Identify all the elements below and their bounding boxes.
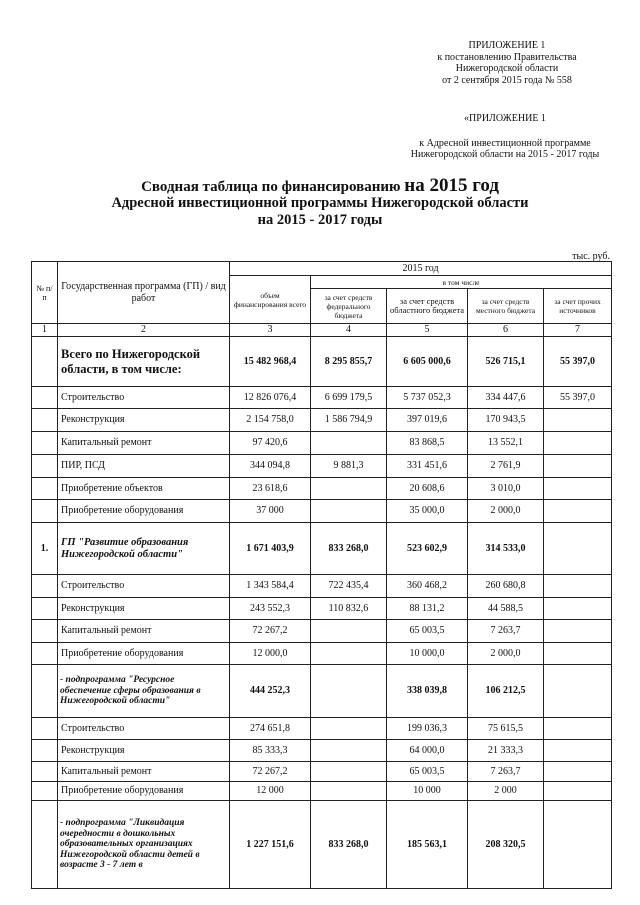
table-row	[32, 643, 612, 665]
cell-other	[544, 523, 612, 575]
cell-other	[544, 643, 612, 665]
row-name: Капитальный ремонт	[58, 620, 230, 643]
header-total: объем финансирования всего	[230, 276, 311, 324]
title-part2: на 2015 год	[404, 175, 499, 196]
cell-regional: 5 737 052,3	[387, 387, 468, 409]
row-number	[32, 782, 58, 801]
row-name: Реконструкция	[58, 740, 230, 762]
table-row	[32, 523, 612, 575]
row-number	[32, 478, 58, 500]
cell-federal	[311, 762, 387, 782]
cell-federal	[311, 500, 387, 523]
cell-federal: 1 586 794,9	[311, 409, 387, 432]
row-number	[32, 762, 58, 782]
column-numbers-row	[32, 324, 612, 337]
row-number	[32, 337, 58, 387]
col-number-4: 4	[311, 324, 387, 337]
cell-local: 2 000,0	[468, 500, 544, 523]
row-name: Приобретение оборудования	[58, 643, 230, 665]
units-label: тыс. руб.	[572, 251, 610, 262]
row-number	[32, 643, 58, 665]
row-name: Строительство	[58, 718, 230, 740]
cell-regional: 64 000,0	[387, 740, 468, 762]
cell-local: 3 010,0	[468, 478, 544, 500]
cell-local: 7 263,7	[468, 620, 544, 643]
annex-to-resolution: к постановлению Правительства	[437, 51, 577, 63]
cell-federal: 6 699 179,5	[311, 387, 387, 409]
cell-other	[544, 409, 612, 432]
cell-federal	[311, 478, 387, 500]
row-name: Приобретение объектов	[58, 478, 230, 500]
cell-other	[544, 740, 612, 762]
cell-other: 55 397,0	[544, 387, 612, 409]
row-name: Капитальный ремонт	[58, 762, 230, 782]
cell-total: 1 343 584,4	[230, 575, 311, 598]
header-row-1	[32, 262, 612, 276]
col-number-3: 3	[230, 324, 311, 337]
header-num: № п/п	[32, 262, 58, 324]
header-regional: за счет средств областного бюджета	[387, 289, 468, 324]
row-name: Строительство	[58, 575, 230, 598]
cell-other	[544, 455, 612, 478]
cell-other	[544, 782, 612, 801]
cell-federal: 833 268,0	[311, 523, 387, 575]
header-program: Государственная программа (ГП) / вид работ	[58, 262, 230, 324]
cell-local: 2 000,0	[468, 643, 544, 665]
header-year: 2015 год	[230, 262, 612, 276]
cell-total: 243 552,3	[230, 598, 311, 620]
row-number: 1.	[32, 523, 58, 575]
cell-regional: 10 000	[387, 782, 468, 801]
title-part1: Сводная таблица по финансированию	[141, 179, 405, 195]
row-name: - подпрограмма "Ликвидация очередности в дошкольных образовательных организациях Нижегородской области детей в возрасте 3 - 7 лет в	[58, 801, 230, 889]
table-row	[32, 762, 612, 782]
cell-other: 55 397,0	[544, 337, 612, 387]
cell-regional: 6 605 000,6	[387, 337, 468, 387]
document-title	[0, 175, 640, 197]
header-including: в том числе	[311, 276, 612, 289]
row-number	[32, 598, 58, 620]
cell-federal: 722 435,4	[311, 575, 387, 598]
table-row	[32, 500, 612, 523]
cell-other	[544, 432, 612, 455]
cell-local: 106 212,5	[468, 665, 544, 718]
col-number-5: 5	[387, 324, 468, 337]
cell-local: 208 320,5	[468, 801, 544, 889]
header-local: за счет средств местного бюджета	[468, 289, 544, 324]
cell-federal	[311, 740, 387, 762]
col-number-1: 1	[32, 324, 58, 337]
cell-total: 15 482 968,4	[230, 337, 311, 387]
cell-total: 72 267,2	[230, 620, 311, 643]
cell-regional: 523 602,9	[387, 523, 468, 575]
col-number-7: 7	[544, 324, 612, 337]
table-row	[32, 665, 612, 718]
cell-other	[544, 801, 612, 889]
cell-local: 75 615,5	[468, 718, 544, 740]
cell-federal: 833 268,0	[311, 801, 387, 889]
cell-regional: 10 000,0	[387, 643, 468, 665]
cell-federal: 9 881,3	[311, 455, 387, 478]
row-number	[32, 432, 58, 455]
row-number	[32, 409, 58, 432]
cell-local: 21 333,3	[468, 740, 544, 762]
cell-other	[544, 500, 612, 523]
table-row	[32, 782, 612, 801]
cell-total: 12 826 076,4	[230, 387, 311, 409]
cell-regional: 35 000,0	[387, 500, 468, 523]
cell-federal: 110 832,6	[311, 598, 387, 620]
annex-to-program: к Адресной инвестиционной программе	[419, 137, 591, 149]
row-number	[32, 575, 58, 598]
annex-date: от 2 сентября 2015 года № 558	[442, 74, 572, 86]
annex-label-2: «ПРИЛОЖЕНИЕ 1	[464, 113, 546, 124]
cell-local: 170 943,5	[468, 409, 544, 432]
cell-total: 1 227 151,6	[230, 801, 311, 889]
cell-other	[544, 575, 612, 598]
cell-total: 344 094,8	[230, 455, 311, 478]
cell-total: 97 420,6	[230, 432, 311, 455]
cell-local: 13 552,1	[468, 432, 544, 455]
cell-other	[544, 665, 612, 718]
document-subtitle-years: на 2015 - 2017 годы	[257, 212, 383, 228]
cell-total: 72 267,2	[230, 762, 311, 782]
cell-regional: 88 131,2	[387, 598, 468, 620]
row-name: Приобретение оборудования	[58, 500, 230, 523]
cell-total: 37 000	[230, 500, 311, 523]
cell-regional: 331 451,6	[387, 455, 468, 478]
annex-program-years: Нижегородской области на 2015 - 2017 годы	[410, 149, 600, 160]
cell-regional: 199 036,3	[387, 718, 468, 740]
cell-total: 274 651,8	[230, 718, 311, 740]
cell-regional: 185 563,1	[387, 801, 468, 889]
cell-federal: 8 295 855,7	[311, 337, 387, 387]
cell-total: 444 252,3	[230, 665, 311, 718]
annex-government: Нижегородской области	[455, 63, 559, 74]
table-row	[32, 478, 612, 500]
cell-regional: 397 019,6	[387, 409, 468, 432]
col-number-2: 2	[58, 324, 230, 337]
row-name: Реконструкция	[58, 598, 230, 620]
table-row	[32, 432, 612, 455]
cell-federal	[311, 718, 387, 740]
table-row	[32, 387, 612, 409]
row-number	[32, 718, 58, 740]
table-row	[32, 337, 612, 387]
row-name: Строительство	[58, 387, 230, 409]
table-row	[32, 455, 612, 478]
header-federal: за счет средств федерального бюджета	[311, 289, 387, 324]
row-name: - подпрограмма "Ресурсное обеспечение сферы образования в Нижегородской области"	[58, 665, 230, 718]
cell-total: 85 333,3	[230, 740, 311, 762]
cell-total: 12 000	[230, 782, 311, 801]
cell-other	[544, 762, 612, 782]
cell-regional: 338 039,8	[387, 665, 468, 718]
document-subtitle: Адресной инвестиционной программы Нижегородской области	[111, 195, 529, 211]
cell-regional: 360 468,2	[387, 575, 468, 598]
table-row	[32, 575, 612, 598]
cell-regional: 20 608,6	[387, 478, 468, 500]
row-name: ПИР, ПСД	[58, 455, 230, 478]
row-name: Приобретение оборудования	[58, 782, 230, 801]
table-row	[32, 598, 612, 620]
resolution-annex-header	[422, 40, 592, 86]
cell-other	[544, 478, 612, 500]
table-row	[32, 409, 612, 432]
cell-local: 2 761,9	[468, 455, 544, 478]
row-number	[32, 620, 58, 643]
cell-regional: 65 003,5	[387, 762, 468, 782]
cell-federal	[311, 432, 387, 455]
cell-other	[544, 598, 612, 620]
financing-table	[31, 261, 612, 889]
cell-regional: 83 868,5	[387, 432, 468, 455]
row-number	[32, 801, 58, 889]
cell-federal	[311, 620, 387, 643]
header-other: за счет прочих источников	[544, 289, 612, 324]
cell-local: 7 263,7	[468, 762, 544, 782]
cell-federal	[311, 665, 387, 718]
cell-federal	[311, 782, 387, 801]
cell-local: 314 533,0	[468, 523, 544, 575]
row-number	[32, 740, 58, 762]
annex-label: ПРИЛОЖЕНИЕ 1	[468, 40, 546, 51]
row-name: Всего по Нижегородской области, в том числе:	[58, 337, 230, 387]
cell-local: 526 715,1	[468, 337, 544, 387]
program-annex-header	[400, 113, 610, 161]
cell-other	[544, 718, 612, 740]
cell-regional: 65 003,5	[387, 620, 468, 643]
table-row	[32, 718, 612, 740]
table-row	[32, 620, 612, 643]
table-row	[32, 740, 612, 762]
row-number	[32, 455, 58, 478]
row-name: ГП "Развитие образования Нижегородской области"	[58, 523, 230, 575]
col-number-6: 6	[468, 324, 544, 337]
cell-total: 2 154 758,0	[230, 409, 311, 432]
cell-federal	[311, 643, 387, 665]
row-name: Реконструкция	[58, 409, 230, 432]
cell-total: 12 000,0	[230, 643, 311, 665]
row-number	[32, 665, 58, 718]
cell-local: 334 447,6	[468, 387, 544, 409]
cell-local: 260 680,8	[468, 575, 544, 598]
cell-local: 44 588,5	[468, 598, 544, 620]
cell-local: 2 000	[468, 782, 544, 801]
cell-other	[544, 620, 612, 643]
cell-total: 23 618,6	[230, 478, 311, 500]
table-row	[32, 801, 612, 889]
row-name: Капитальный ремонт	[58, 432, 230, 455]
row-number	[32, 387, 58, 409]
cell-total: 1 671 403,9	[230, 523, 311, 575]
row-number	[32, 500, 58, 523]
